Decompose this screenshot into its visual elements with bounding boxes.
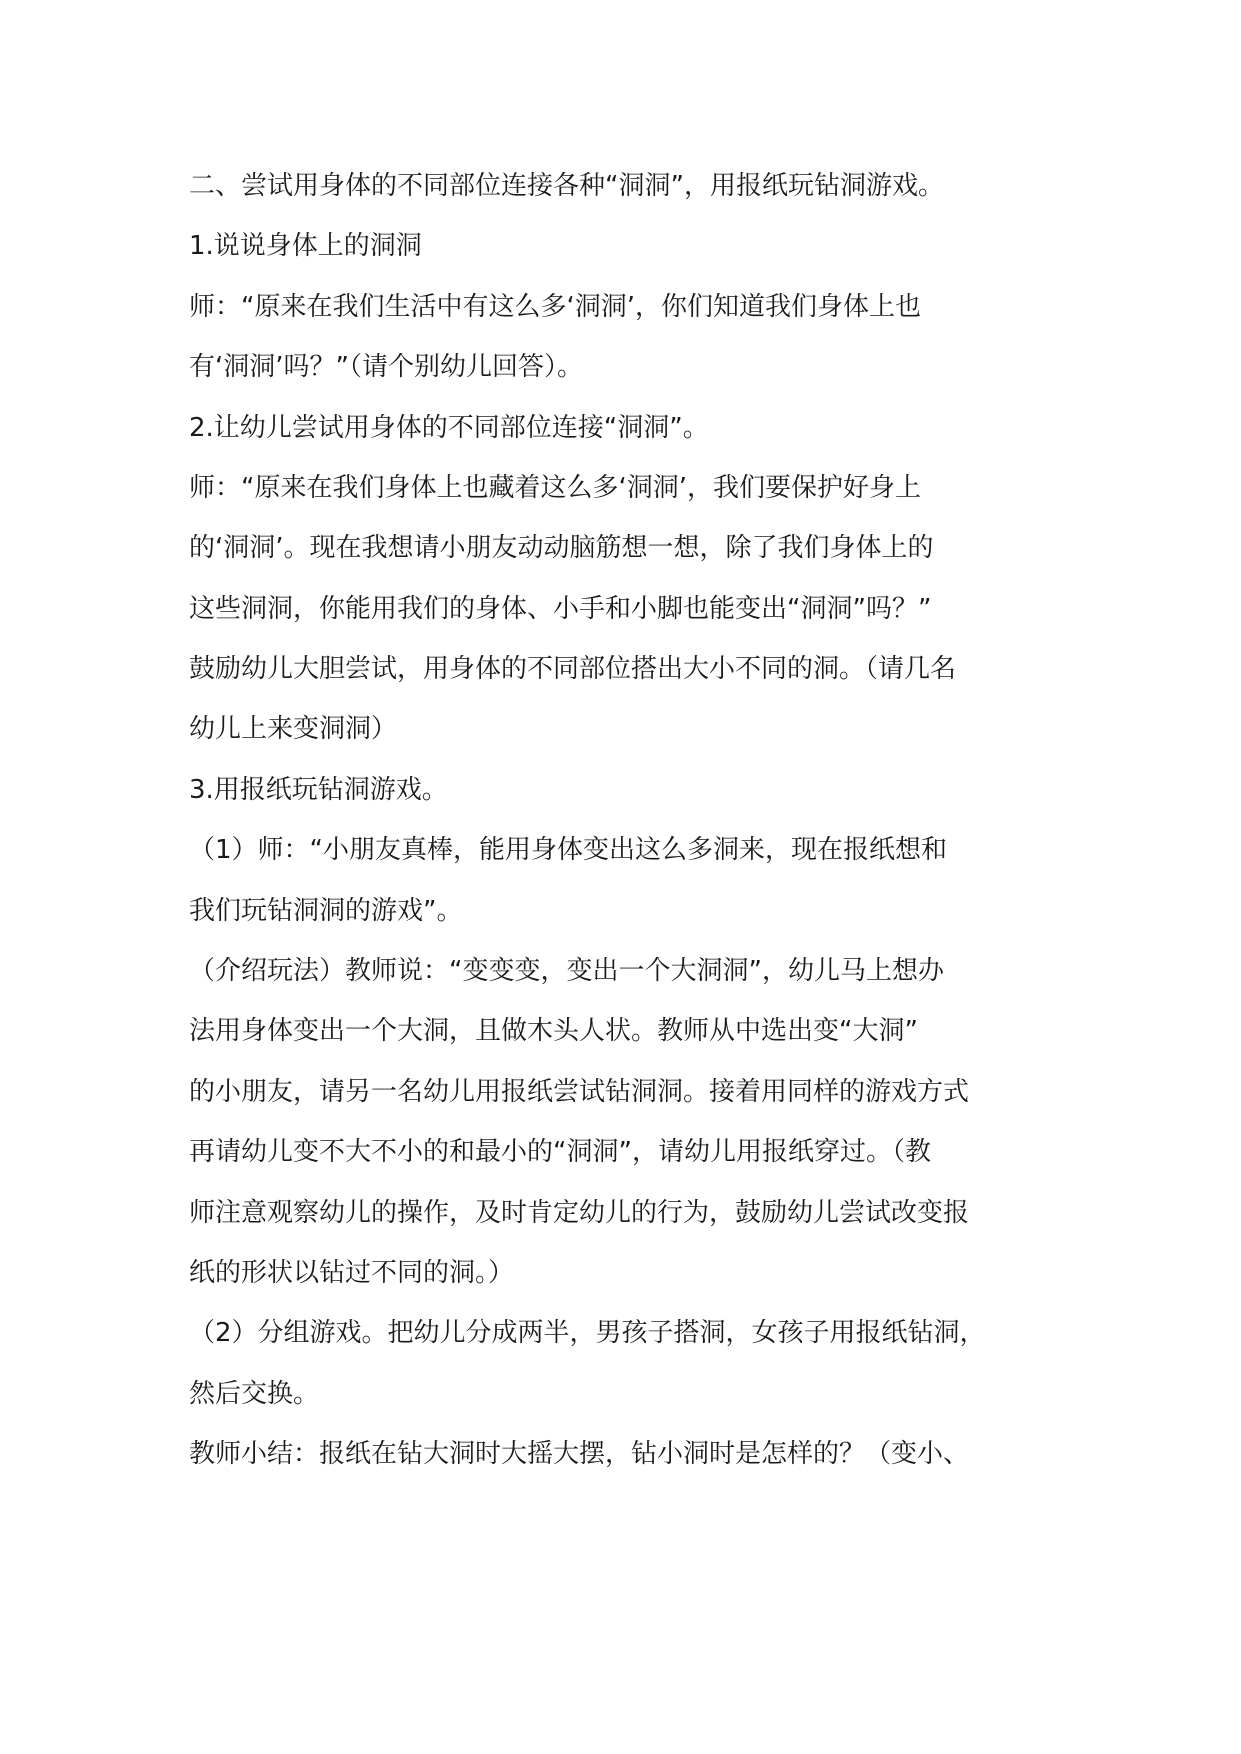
paragraph-line: 法用身体变出一个大洞，且做木头人状。教师从中选出变“大洞” [189, 1016, 918, 1046]
summary-line: 教师小结：报纸在钻大洞时大摇大摆，钻小洞时是怎样的？（变小、 [189, 1439, 970, 1469]
paragraph-line: 师：“原来在我们生活中有这么多‘洞洞’，你们知道我们身体上也 [189, 292, 921, 322]
paragraph-line: 纸的形状以钻过不同的洞。） [189, 1258, 515, 1288]
paragraph-line: 我们玩钻洞洞的游戏”。 [189, 896, 463, 926]
step-heading-3: 3.用报纸玩钻洞游戏。 [189, 775, 448, 805]
paragraph-line: 然后交换。 [189, 1379, 320, 1409]
paragraph-line: 的小朋友，请另一名幼儿用报纸尝试钻洞洞。接着用同样的游戏方式 [189, 1077, 970, 1107]
paragraph-line: 师：“原来在我们身体上也藏着这么多‘洞洞’，我们要保护好身上 [189, 473, 921, 503]
paragraph-line: 再请幼儿变不大不小的和最小的“洞洞”，请幼儿用报纸穿过。（教 [189, 1137, 931, 1167]
paragraph-line: 鼓励幼儿大胆尝试，用身体的不同部位搭出大小不同的洞。（请几名 [189, 654, 957, 684]
section-heading: 二、尝试用身体的不同部位连接各种“洞洞”，用报纸玩钻洞游戏。 [189, 171, 944, 201]
paragraph-line: （介绍玩法）教师说：“变变变，变出一个大洞洞”，幼儿马上想办 [189, 956, 944, 986]
paragraph-line: （1）师：“小朋友真棒，能用身体变出这么多洞来，现在报纸想和 [189, 835, 948, 865]
paragraph-line: 这些洞洞，你能用我们的身体、小手和小脚也能变出“洞洞”吗？” [189, 594, 932, 624]
paragraph-line: 的‘洞洞’。现在我想请小朋友动动脑筋想一想，除了我们身体上的 [189, 533, 934, 563]
paragraph-line: （2）分组游戏。把幼儿分成两半，男孩子搭洞，女孩子用报纸钻洞， [189, 1318, 986, 1348]
step-heading-2: 2.让幼儿尝试用身体的不同部位连接“洞洞”。 [189, 413, 709, 443]
paragraph-line: 师注意观察幼儿的操作，及时肯定幼儿的行为，鼓励幼儿尝试改变报 [189, 1198, 970, 1228]
paragraph-line: 有‘洞洞’吗？”（请个别幼儿回答）。 [189, 352, 583, 382]
step-heading-1: 1.说说身体上的洞洞 [189, 231, 422, 261]
paragraph-line: 幼儿上来变洞洞） [189, 714, 398, 744]
